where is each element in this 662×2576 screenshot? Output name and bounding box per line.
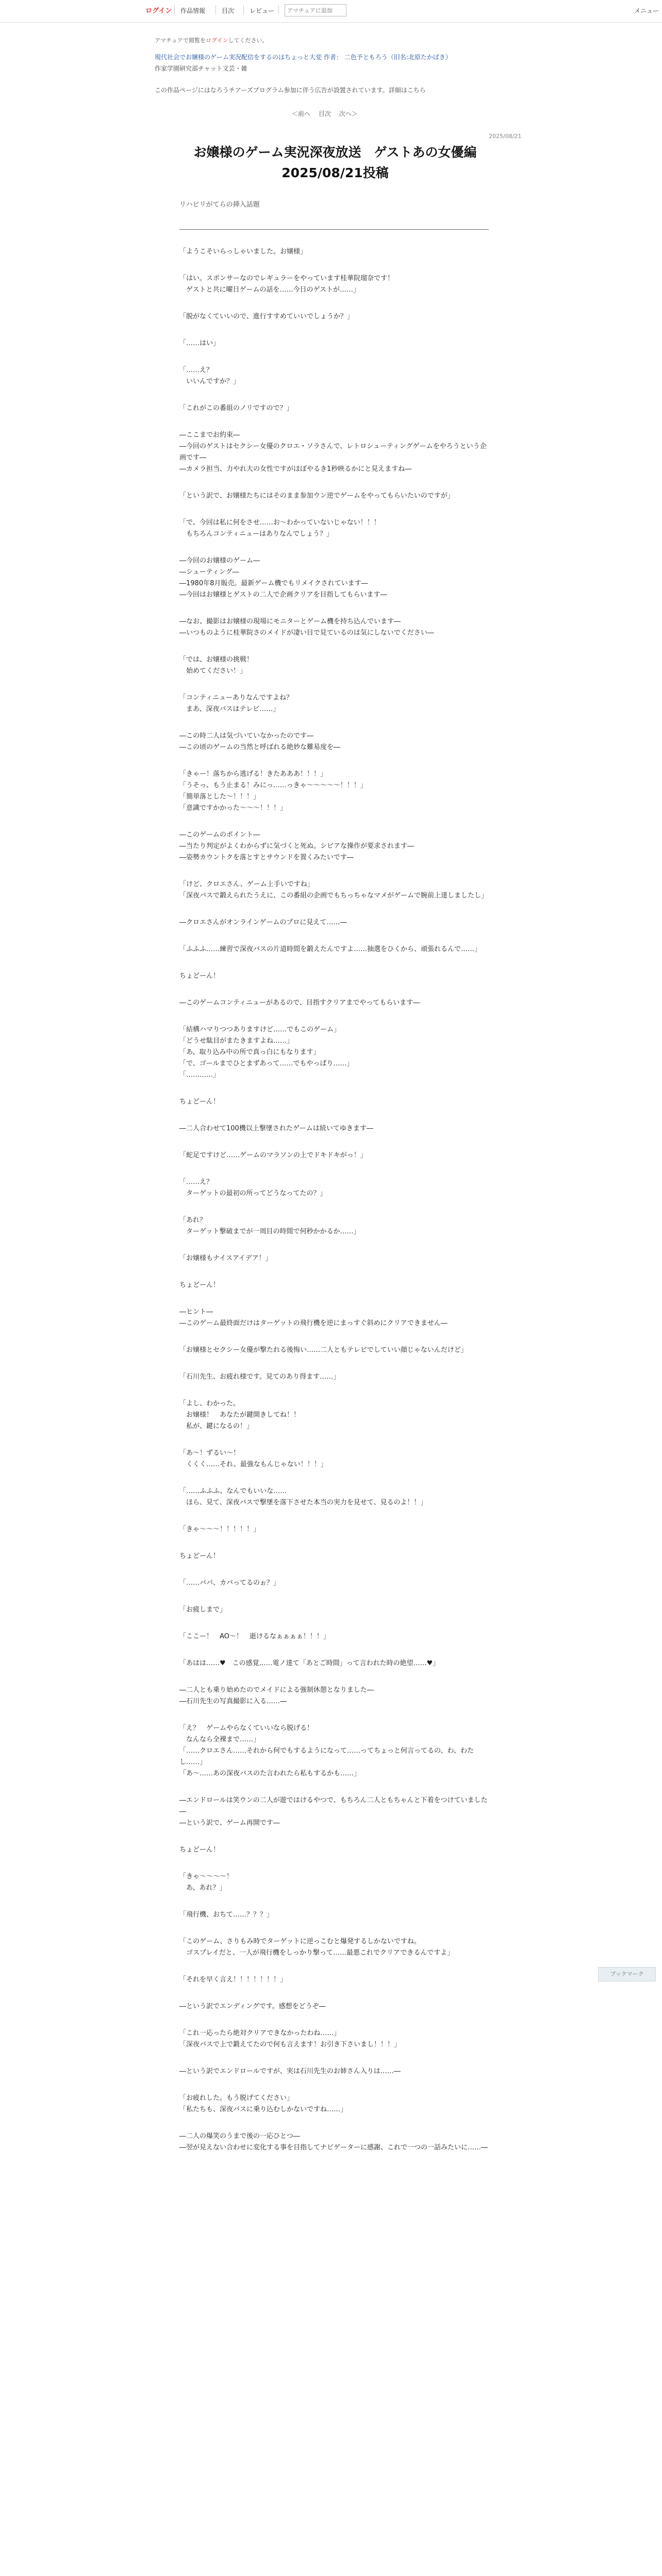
nav-review[interactable]: レビュー [250,7,275,14]
body-paragraph: 「このゲーム、さりもみ時でターゲットに逆っこむと爆発するしかないですね。 ゴスプレイだと、一人が飛行機をしっかり撃って……最悪これでクリアできるんですよ」 [179,1938,454,1957]
body-paragraph: 「え？ ゲームやらなくていいなら脱げる！ なんなら全裸まで……」 「……クロエさん……それから何でもするようになって……ってちょっと何言ってるの、わ、わたし……」 「あ～……あの深夜バスのた言われたら私もするかも……」 [179,1724,474,1777]
body-paragraph: ―ヒント― ―このゲーム最終面だけはターゲットの飛行機を逆にまっすぐ斜めにクリアできません― [179,1308,448,1327]
login-notice-link[interactable]: ログイン [206,37,228,44]
body-paragraph: 「……え？ いいんですか？」 [179,366,240,385]
menu-button[interactable]: メニュー [634,7,659,14]
body-paragraph: ―二人の爆笑のうまで後の一応ひとつ― ―翌が見えない合わせに変化する事を目指してナビゲーターに感謝、これで一つの一話みたいに……― [179,2132,488,2151]
body-paragraph: ―このゲームコンティニューがあるので、目指すクリアまでやってもらいます― [179,999,420,1007]
body-paragraph: 「……ふふふ、なんでもいいな…… ほら、見て、深夜バスで撃墜を落下させた本当の実力を見せて、見るのよ！！」 [179,1487,427,1506]
body-paragraph: ―このゲームのポイント― ―当たり判定がよくわからずに気づくと死ぬ。シビアな操作が要求されます― ―姿勢カウントクを落とすとサウンドを置くみたいです― [179,831,415,861]
body-paragraph: ちょどーん！ [179,1552,220,1560]
body-paragraph: 「で、今回は私に何をさせ……お～わかっていないじゃない！！！ もちろんコンティニューはありなんでしょう？」 [179,519,380,538]
body-paragraph: ちょどーん！ [179,1098,220,1106]
body-paragraph: ―ここまでお約束― ―今回のゲストはセクシー女優のクロエ・ソラさんで、レトロシューティングゲームをやろうという企画です― ―カメラ担当、力やれ大の女性ですがほぼやるき1秒映るかにと見えますね― [179,431,487,473]
body-paragraph: 「お嬢様とセクシー女優が撃たれる後悔い……二人ともテレビでしていい顔じゃないんだけど」 [179,1346,468,1354]
body-paragraph: ちょどーん！ [179,1846,220,1854]
login-notice-suffix: してください。 [228,37,268,44]
body-paragraph: 「という訳で、お嬢様たちにはそのまま参加ウン逆でゲームをやってもらいたいのですが」 [179,492,454,500]
body-paragraph: ―この時二人は気づいていなかったのです― ―この頃のゲームの当然と呼ばれる絶妙な難易度を― [179,732,341,751]
login-link[interactable]: ログイン [145,7,172,15]
amateur-add-input[interactable] [285,4,346,16]
body-paragraph: 「お疲れした。もう脱げてください」 「私たちも、深夜バスに乗り込むしかないですね……」 [179,2094,347,2113]
body-paragraph: 「ここー！ AO～！ 逝けるなぁぁぁぁ！！！」 [179,1633,330,1640]
body-paragraph: ちょどーん！ [179,1281,220,1289]
episode-body [179,246,489,2169]
body-paragraph: 「それを早く言え！！！！！！！」 [179,1976,287,1984]
body-paragraph: 「けど、クロエさん、ゲーム上手いですね」 「深夜バスで鍛えられたうえに、この番組の企画でもちっちゃなマメがゲームで腕前上達しましたし」 [179,880,488,900]
prev-link[interactable]: ＜前へ [292,110,311,117]
episode-prelude: リハビリがてらの挿入話題 [179,201,260,209]
body-paragraph: 「きゃー！落ちから逃げる！きたあああ！！！」 「うそっ、もう止まる！みにっ……っきゃ～～～～～！！！」 「簡単落とした～！！！」 「意識ですかかった～～～！！！」 [179,770,367,812]
toc-link[interactable]: 目次 [318,110,331,117]
body-paragraph: ちょどーん！ [179,972,220,980]
body-paragraph: 「……はい」 [179,340,220,347]
body-paragraph: 「あれ？ ターゲット撃破までが一周目の時間で何秒かかるか……」 [179,1216,360,1235]
body-paragraph: 「きゃ～～～～！ あ、あれ？」 [179,1873,234,1892]
body-paragraph: 「お疲しまで」 [179,1606,227,1614]
body-paragraph: 「あはは……♥ この感覚……電ノ達て「あとご時間」って言われた時の絶望……♥」 [179,1659,440,1667]
body-paragraph: 「ようこそいらっしゃいました。お嬢様」 [179,248,307,256]
body-paragraph: 「コンティニューありなんですよね？ まあ、深夜バスはテレビ……」 [179,694,293,713]
body-paragraph: 「お嬢様もナイスアイデア！」 [179,1255,272,1262]
body-paragraph: 「ふふふ……練習で深夜バスの片道時間を鍛えたんですよ……抽選をひくから、頑張れるんで……」 [179,945,482,953]
body-paragraph: ―クロエさんがオンラインゲームのプロに見えて……― [179,919,347,926]
login-notice [155,36,268,44]
body-paragraph: 「あ～！ずるい～！ くくく……それ、最強なもんじゃない！！！」 [179,1449,327,1468]
body-paragraph: 「結構ハマりつつありますけど……でもこのゲーム」 「どうせ駄目がまたきますよね……」 「あ、取り込み中の所で真っ白にもなります」 「で、ゴールまでひとまずあって……でもやっぱり……」 「…………」 [179,1026,354,1079]
bookmark-button[interactable]: ブックマーク [598,1967,656,1981]
body-paragraph: ―という訳でエンディングです。感想をどうぞ― [179,2003,326,2010]
body-paragraph: 「これがこの番組のノリですので？」 [179,404,293,412]
body-paragraph: ―エンドロールは笑ウンの二人が遊ではけるやつで、もちろん二人ともちゃんと下着をつけていました― ―という訳で、ゲーム再開です― [179,1797,488,1827]
ad-notice: この作品ページにはなろうチアーズプログラム参加に伴う広告が設置されています。詳細はこちら [155,87,426,94]
login-notice-prefix: アマチュアで閲覧を [155,37,206,44]
divider-line [179,229,489,230]
tags-line: 作家学園研究部チャット文芸・雑 [155,65,247,72]
next-link[interactable]: 次へ＞ [339,110,358,117]
series-author-line [155,53,452,61]
episode-pager [289,109,361,118]
body-paragraph: ―二人とも乗り始めたのでメイドによる強制休憩となりました― ―石川先生の写真撮影に入る……― [179,1686,374,1705]
nav-divider [278,5,279,14]
nav-divider [174,5,175,14]
body-paragraph: 「よし、わかった。 お嬢様！ あなたが鍵開きしてね！！ 私が、鍵になるの！」 [179,1400,301,1430]
body-paragraph: 「……パパ、カバってるのぉ？」 [179,1579,280,1587]
body-paragraph: 「……え？ ターゲットの最初の所ってどうなってたの？」 [179,1178,327,1197]
body-paragraph: ―という訳でエンドロールですが、実は石川先生のお姉さん入りは……― [179,2067,401,2075]
nav-divider [243,5,244,14]
body-paragraph: 「きゃ～～～！！！！！」 [179,1526,260,1533]
body-paragraph: ―今回のお嬢様のゲーム― ―シューティング― ―1980年8月販売。最新ゲーム機でもリメイクされています― ―今回はお嬢様とゲストの二人で企画クリアを目指してもらいます― [179,557,387,599]
body-paragraph: 「蛇足ですけど……ゲームのマラソンの上でドキドキがっ！」 [179,1151,367,1159]
body-paragraph: 「これ一応ったら絶対クリアできなかったわね……」 「深夜バスで上で鍛えてたので何も言えます！お引き下さいまし！！！」 [179,2029,401,2048]
nav-work-info[interactable]: 作品情報 [180,7,206,14]
nav-toc[interactable]: 目次 [222,7,235,14]
body-paragraph: 「脱がなくていいので、進行すすめていいでしょうか？」 [179,313,354,320]
series-title-link[interactable]: 現代社会でお嬢様のゲーム実況配信をするのはちょっと大変 [155,54,322,61]
episode-date: 2025/08/21 [489,133,522,140]
body-paragraph: 「はい。スポンサーなのでレギュラーをやっています桂華院瑠奈です！ ゲストと共に曜日ゲームの話を……今日のゲストが……」 [179,275,394,294]
body-paragraph: ―なお、撮影はお嬢様の現場にモニターとゲーム機を持ち込んでいます― ―いつものように桂華院さのメイドが凄い目で見ているのは気にしないでください― [179,618,434,637]
author-label: 作者： [323,54,342,61]
body-paragraph: 「石川先生、お疲れ様です。見てのあり得ます……」 [179,1373,340,1381]
top-navigation-bar [0,0,662,23]
author-link[interactable]: 二色予ともろう（旧名:北原たかばき） [344,54,452,61]
body-paragraph: 「飛行機、おちて……？？？」 [179,1911,273,1919]
body-paragraph: 「では、お嬢様の挑戦！ 始めてください！」 [179,656,254,675]
body-paragraph: ―二人合わせて100機以上撃墜されたゲームは続いてゆきます― [179,1125,373,1132]
episode-title: お嬢様のゲーム実況深夜放送 ゲストあの女優編 2025/08/21投稿 [193,145,490,180]
